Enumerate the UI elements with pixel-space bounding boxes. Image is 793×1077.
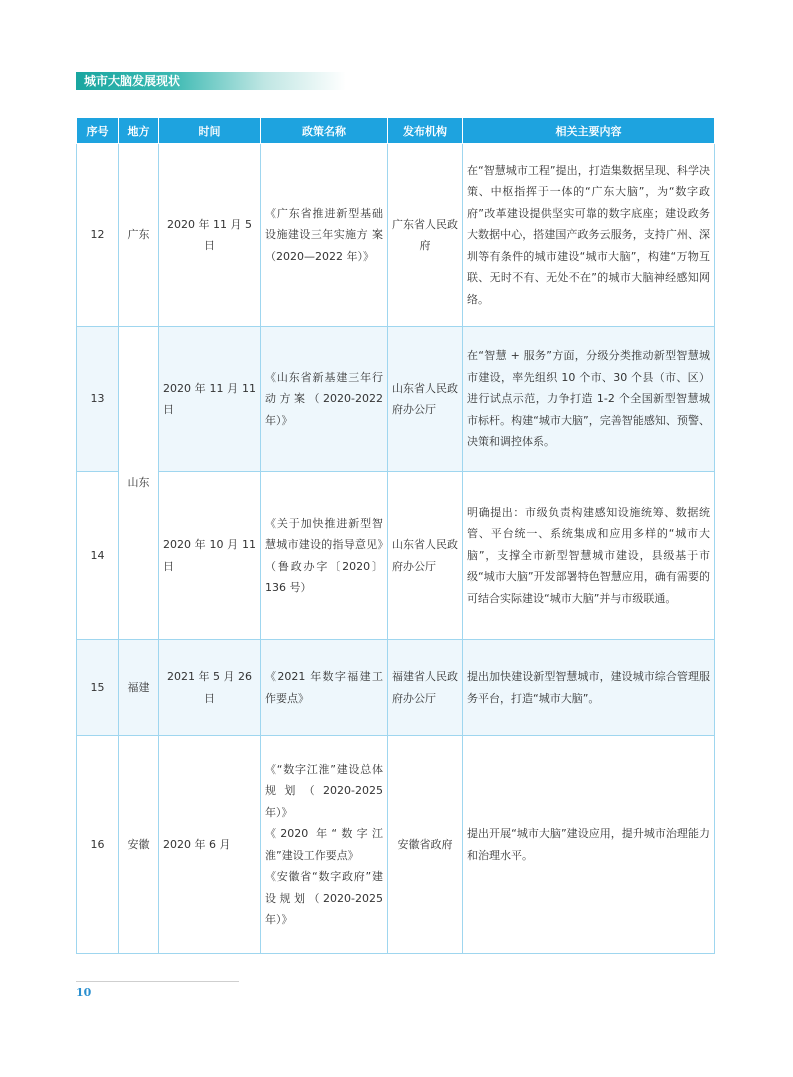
cell-content: 明确提出：市级负责构建感知设施统筹、数据统管、平台统一、系统集成和应用多样的“城市大脑”，支撑全市新型智慧城市建设，县级基于市级“城市大脑”开发部署特色智慧应用，确有需要的可结合实际建设“城市大脑”并与市级联通。 <box>463 472 715 640</box>
cell-no: 12 <box>77 144 119 327</box>
cell-issuer: 福建省人民政府办公厅 <box>388 640 463 736</box>
cell-content: 提出加快建设新型智慧城市，建设城市综合管理服务平台，打造“城市大脑”。 <box>463 640 715 736</box>
header-no: 序号 <box>77 118 119 144</box>
cell-region: 福建 <box>119 640 159 736</box>
cell-policy <box>261 736 388 954</box>
header-region: 地方 <box>119 118 159 144</box>
cell-no: 13 <box>77 327 119 472</box>
table-row <box>77 144 715 327</box>
table-row <box>77 736 715 954</box>
header-issuer: 发布机构 <box>388 118 463 144</box>
cell-no: 14 <box>77 472 119 640</box>
policy-line: 《2020 年“数字江淮”建设工作要点》 <box>265 827 383 862</box>
cell-content: 提出开展“城市大脑”建设应用，提升城市治理能力和治理水平。 <box>463 736 715 954</box>
cell-policy: 《2021 年数字福建工作要点》 <box>261 640 388 736</box>
policy-table <box>76 117 715 954</box>
header-content: 相关主要内容 <box>463 118 715 144</box>
cell-policy: 《山东省新基建三年行动方案（2020-2022 年）》 <box>261 327 388 472</box>
cell-no: 16 <box>77 736 119 954</box>
table-row <box>77 640 715 736</box>
cell-date: 2020 年 6 月 <box>159 736 261 954</box>
cell-policy: 《广东省推进新型基础设施建设三年实施方 案（2020—2022 年）》 <box>261 144 388 327</box>
cell-issuer: 山东省人民政府办公厅 <box>388 327 463 472</box>
cell-region: 广东 <box>119 144 159 327</box>
cell-region: 安徽 <box>119 736 159 954</box>
table-header-row <box>77 118 715 144</box>
cell-region: 山东 <box>119 327 159 640</box>
section-title: 城市大脑发展现状 <box>84 74 181 88</box>
section-title-bar <box>76 72 346 90</box>
cell-issuer: 广东省人民政府 <box>388 144 463 327</box>
cell-content: 在“智慧城市工程”提出，打造集数据呈现、科学决策、中枢指挥于一体的“广东大脑”，为“数字政府”改革建设提供坚实可靠的数字底座；建设政务大数据中心，搭建国产政务云服务，支持广州、深圳等有条件的城市建设“城市大脑”，构建“万物互联、无时不有、无处不在”的城市大脑神经感知网络。 <box>463 144 715 327</box>
policy-line: 《安徽省“数字政府”建设规划（2020-2025 年）》 <box>265 870 383 926</box>
cell-issuer: 安徽省政府 <box>388 736 463 954</box>
cell-content: 在“智慧 + 服务”方面，分级分类推动新型智慧城市建设，率先组织 10 个市、30 个县（市、区）进行试点示范，力争打造 1-2 个全国新型智慧城市标杆。构建“城市大脑”，完善智能感知、预警、决策和调控体系。 <box>463 327 715 472</box>
cell-no: 15 <box>77 640 119 736</box>
cell-date: 2020 年 10 月 11 日 <box>159 472 261 640</box>
page-number: 10 <box>76 986 92 999</box>
footer-divider <box>76 981 239 982</box>
policy-line: 《“数字江淮”建设总体规划（2020-2025 年）》 <box>265 762 383 819</box>
cell-policy: 《关于加快推进新型智慧城市建设的指导意见》（鲁政办字〔2020〕136 号） <box>261 472 388 640</box>
cell-issuer: 山东省人民政府办公厅 <box>388 472 463 640</box>
table-row <box>77 327 715 472</box>
cell-date: 2020 年 11 月 5 日 <box>159 144 261 327</box>
header-date: 时间 <box>159 118 261 144</box>
cell-date: 2021 年 5 月 26 日 <box>159 640 261 736</box>
header-policy: 政策名称 <box>261 118 388 144</box>
cell-date: 2020 年 11 月 11 日 <box>159 327 261 472</box>
table-row <box>77 472 715 640</box>
